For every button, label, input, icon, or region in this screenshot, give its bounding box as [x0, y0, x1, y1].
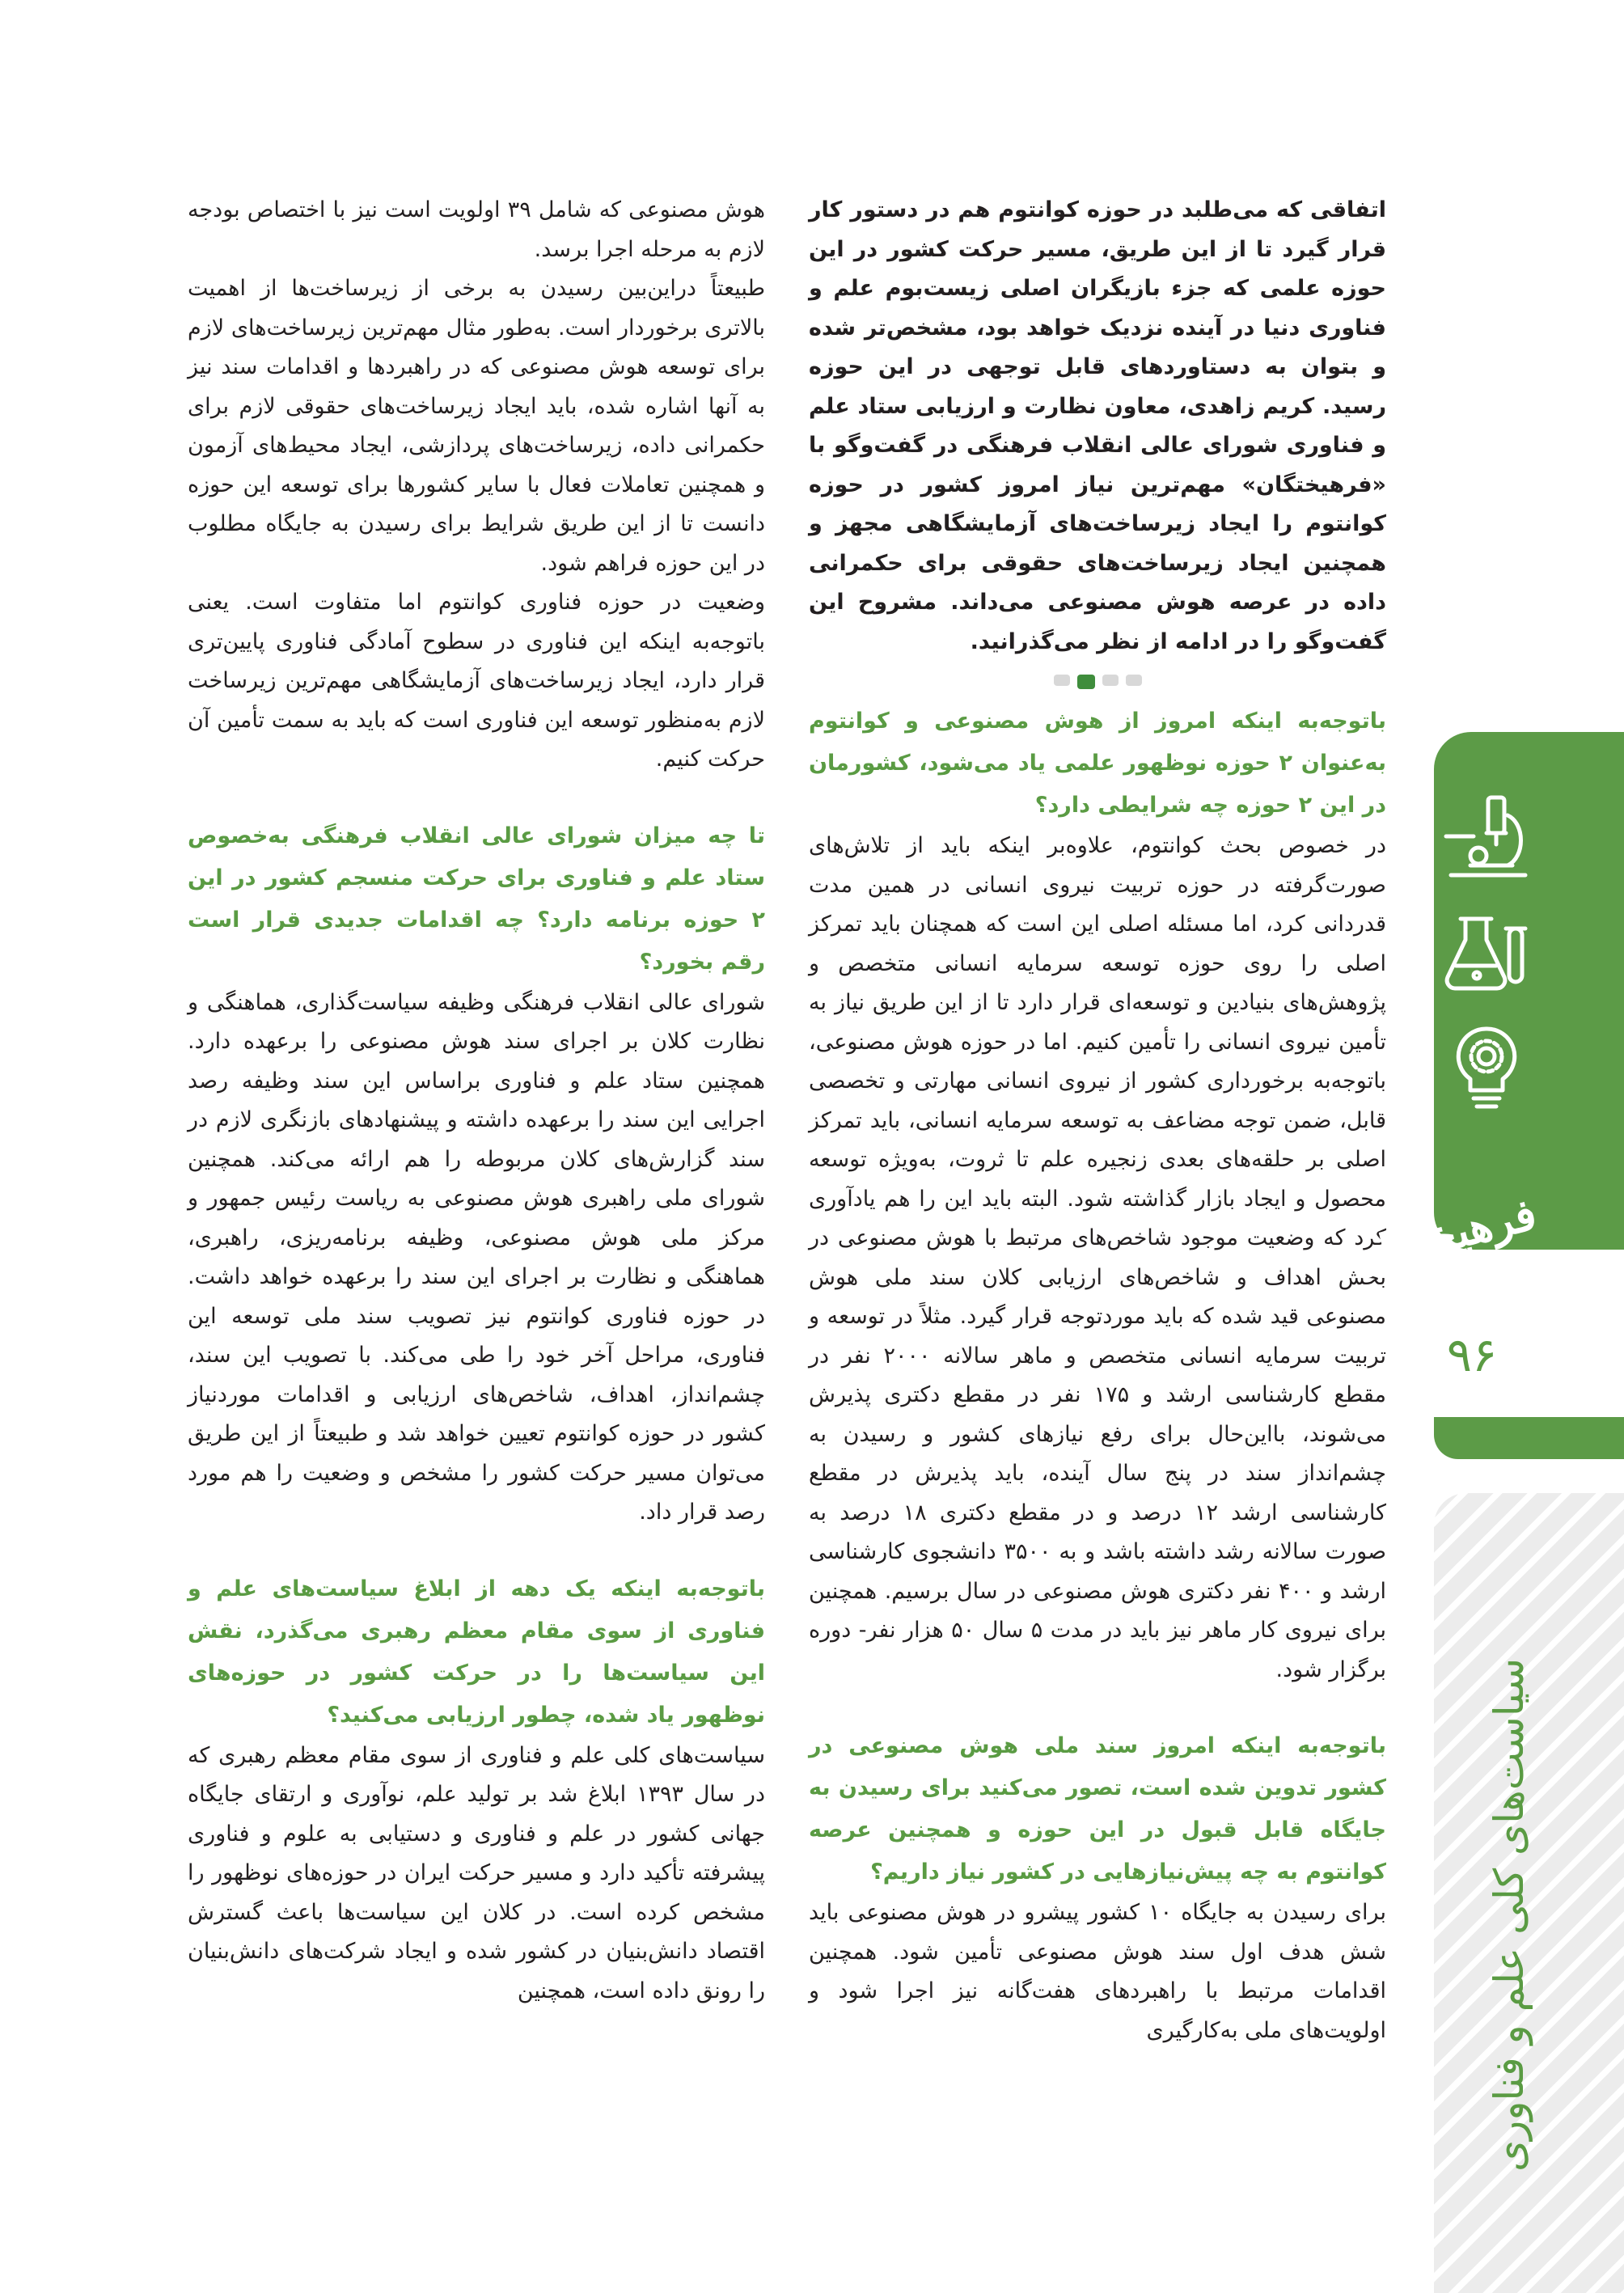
left-column [188, 191, 765, 2011]
sidebar-divider-band [1434, 1417, 1624, 1459]
answer-paragraph: طبیعتاً دراین‌بین رسیدن به برخی از زیرساخت‌ها از اهمیت بالاتری برخوردار است. به‌طور مثال مهم‌ترین زیرساخت‌های لازم برای توسعه هوش مصنوعی که در راهبردها و اقدامات سند نیز به آنها اشاره شده، باید ایجاد زیرساخت‌های حقوقی لازم برای حکمرانی داده، زیرساخت‌های پردازشی، ایجاد محیط‌های آزمون و همچنین تعاملات فعال با سایر کشورها برای توسعه این حوزه دانست تا از این طریق شرایط برای رسیدن به جایگاه مطلوب در این حوزه فراهم شود. [188, 276, 765, 576]
separator-dot [1126, 675, 1142, 686]
section-title: سیاست‌های کلی علم و فناوری [1486, 1658, 1533, 2172]
microscope-icon [1438, 791, 1535, 888]
question-heading: تا چه میزان شورای عالی انقلاب فرهنگی به‌خصوص ستاد علم و فناوری برای حرکت منسجم کشور در این ۲ حوزه برنامه دارد؟ چه اقدامات جدیدی قرار است رقم بخورد؟ [188, 823, 765, 975]
lightbulb-gear-icon [1438, 1021, 1535, 1118]
question-heading: باتوجه‌به اینکه یک دهه از ابلاغ سیاست‌های علم و فناوری از سوی مقام معظم رهبری می‌گذرد، نقش این سیاست‌ها را در حرکت کشور در حوزه‌های نوظهور یاد شده، چطور ارزیابی می‌کنید؟ [188, 1576, 765, 1728]
answer-paragraph: سیاست‌های کلی علم و فناوری از سوی مقام معظم رهبری که در سال ۱۳۹۳ ابلاغ شد بر تولید علم، نوآوری و ارتقای جایگاه جهانی کشور در علم و فناوری و دستیابی به علوم و فناوری پیشرفته تأکید دارد و مسیر حرکت ایران در حوزه‌های نوظهور را مشخص کرده است. در کلان این سیاست‌ها باعث گسترش اقتصاد دانش‌بنیان در کشور شده و ایجاد شرکت‌های دانش‌بنیان را رونق داده است، همچنین [188, 1742, 765, 2003]
section-separator [809, 675, 1386, 689]
intro-paragraph: اتفاقی که می‌طلبد در حوزه کوانتوم هم در دستور کار قرار گیرد تا از این طریق، مسیر حرکت کشور در این حوزه علمی که جزء بازیگران اصلی زیست‌بوم علم و فناوری دنیا در آینده نزدیک خواهد بود، مشخص‌تر شده و بتوان به دستاوردهای قابل توجهی در این حوزه رسید. کریم زاهدی، معاون نظارت و ارزیابی ستاد علم و فناوری شورای عالی انقلاب فرهنگی در گفت‌وگو با «فرهیختگان» مهم‌ترین نیاز امروز کشور در حوزه کوانتوم را ایجاد زیرساخت‌های آزمایشگاهی مجهز و همچنین ایجاد زیرساخت‌های حقوقی برای حکمرانی داده در عرصه هوش مصنوعی می‌داند. مشروح این گفت‌وگو را در ادامه از نظر می‌گذرانید. [809, 197, 1386, 654]
answer-paragraph: شورای عالی انقلاب فرهنگی وظیفه سیاست‌گذاری، هماهنگی و نظارت کلان بر اجرای سند هوش مصنوعی را برعهده دارد. همچنین ستاد علم و فناوری براساس این سند وظیفه رصد اجرایی این سند را برعهده داشته و پیشنهادهای بازنگری لازم در سند گزارش‌های کلان مربوطه را هم ارائه می‌کند. همچنین شورای ملی راهبری هوش مصنوعی به ریاست رئیس جمهور و مرکز ملی هوش مصنوعی، وظیفه برنامه‌ریزی، راهبری، هماهنگی و نظارت بر اجرای این سند را برعهده خواهد داشت. در حوزه فناوری کوانتوم نیز تصویب سند ملی توسعه این فناوری، مراحل آخر خود را طی می‌کند. با تصویب این سند، چشم‌انداز، اهداف، شاخص‌های ارزیابی و اقدامات موردنیاز کشور در حوزه کوانتوم تعیین خواهد شد و طبیعتاً از این طریق می‌توان مسیر حرکت کشور را مشخص و وضعیت را هم مورد رصد قرار داد. [188, 989, 765, 1525]
separator-dot-active [1077, 675, 1095, 689]
right-column [809, 191, 1386, 2050]
question-heading: باتوجه‌به اینکه امروز از هوش مصنوعی و کوانتوم به‌عنوان ۲ حوزه نوظهور علمی یاد می‌شود، کشورمان در این ۲ حوزه چه شرایطی دارد؟ [809, 709, 1387, 818]
answer-paragraph: هوش مصنوعی که شامل ۳۹ اولویت است نیز با اختصاص بودجه لازم به مرحله اجرا برسد. [188, 197, 766, 262]
magazine-logo: فرهیختگان [1342, 1187, 1542, 1284]
question-heading: باتوجه‌به اینکه امروز سند ملی هوش مصنوعی در کشور تدوین شده است، تصور می‌کنید برای رسیدن به جایگاه قابل قبول در این حوزه و همچنین عرصه کوانتوم به چه پیش‌نیازهایی در کشور نیاز داریم؟ [809, 1733, 1386, 1885]
answer-paragraph: برای رسیدن به جایگاه ۱۰ کشور پیشرو در هوش مصنوعی باید شش هدف اول سند هوش مصنوعی تأمین شود. همچنین اقدامات مرتبط با راهبردهای هفت‌گانه نیز اجرا شود و اولویت‌های ملی به‌کارگیری [809, 1900, 1386, 2043]
separator-dot [1054, 675, 1070, 686]
lab-flask-icon [1438, 906, 1535, 1003]
answer-paragraph: در خصوص بحث کوانتوم، علاوه‌بر اینکه باید از تلاش‌های صورت‌گرفته در حوزه تربیت نیروی انسانی در همین مدت قدردانی کرد، اما مسئله اصلی این است که همچنان باید تمرکز اصلی را روی حوزه توسعه سرمایه انسانی متخصص و پژوهش‌های بنیادین و توسعه‌ای قرار دارد تا از این طریق نیاز به تأمین نیروی انسانی را تأمین کنیم. اما در حوزه هوش مصنوعی، باتوجه‌به برخورداری کشور از نیروی انسانی مهارتی و تخصصی قابل، ضمن توجه مضاعف به توسعه سرمایه انسانی، باید تمرکز اصلی بر حلقه‌های بعدی زنجیره علم تا ثروت، به‌ویژه توسعه محصول و ایجاد بازار گذاشته شود. البته باید این را هم یادآوری کرد که وضعیت موجود شاخص‌های مرتبط با هوش مصنوعی در بخش اهداف و شاخص‌های ارزیابی کلان سند ملی هوش مصنوعی قید شده که باید موردتوجه قرار گیرد. مثلاً در توسعه و تربیت سرمایه انسانی متخصص و ماهر سالانه ۲۰۰۰ نفر در مقطع کارشناسی ارشد و ۱۷۵ نفر در مقطع دکتری پذیرش می‌شوند، بااین‌حال برای رفع نیازهای کشور و رسیدن به چشم‌انداز سند در پنج سال آینده، باید پذیرش در مقطع کارشناسی ارشد ۱۲ درصد و در مقطع دکتری ۱۸ درصد به صورت سالانه رشد داشته باشد و به ۳۵۰۰ دانشجوی کارشناسی ارشد و ۴۰۰ نفر دکتری هوش مصنوعی در سال برسیم. همچنین برای نیروی کار ماهر نیز باید در مدت ۵ سال ۵۰ هزار نفر- دوره برگزار شود. [809, 833, 1387, 1682]
page-number: ۹۶ [1446, 1327, 1498, 1382]
separator-dot [1102, 675, 1119, 686]
answer-paragraph: وضعیت در حوزه فناوری کوانتوم اما متفاوت است. یعنی باتوجه‌به اینکه این فناوری در سطوح آمادگی فناوری پایین‌تری قرار دارد، ایجاد زیرساخت‌های آزمایشگاهی مهم‌ترین زیرساخت لازم به‌منظور توسعه این فناوری است که باید به سمت تأمین آن حرکت کنیم. [188, 590, 765, 772]
